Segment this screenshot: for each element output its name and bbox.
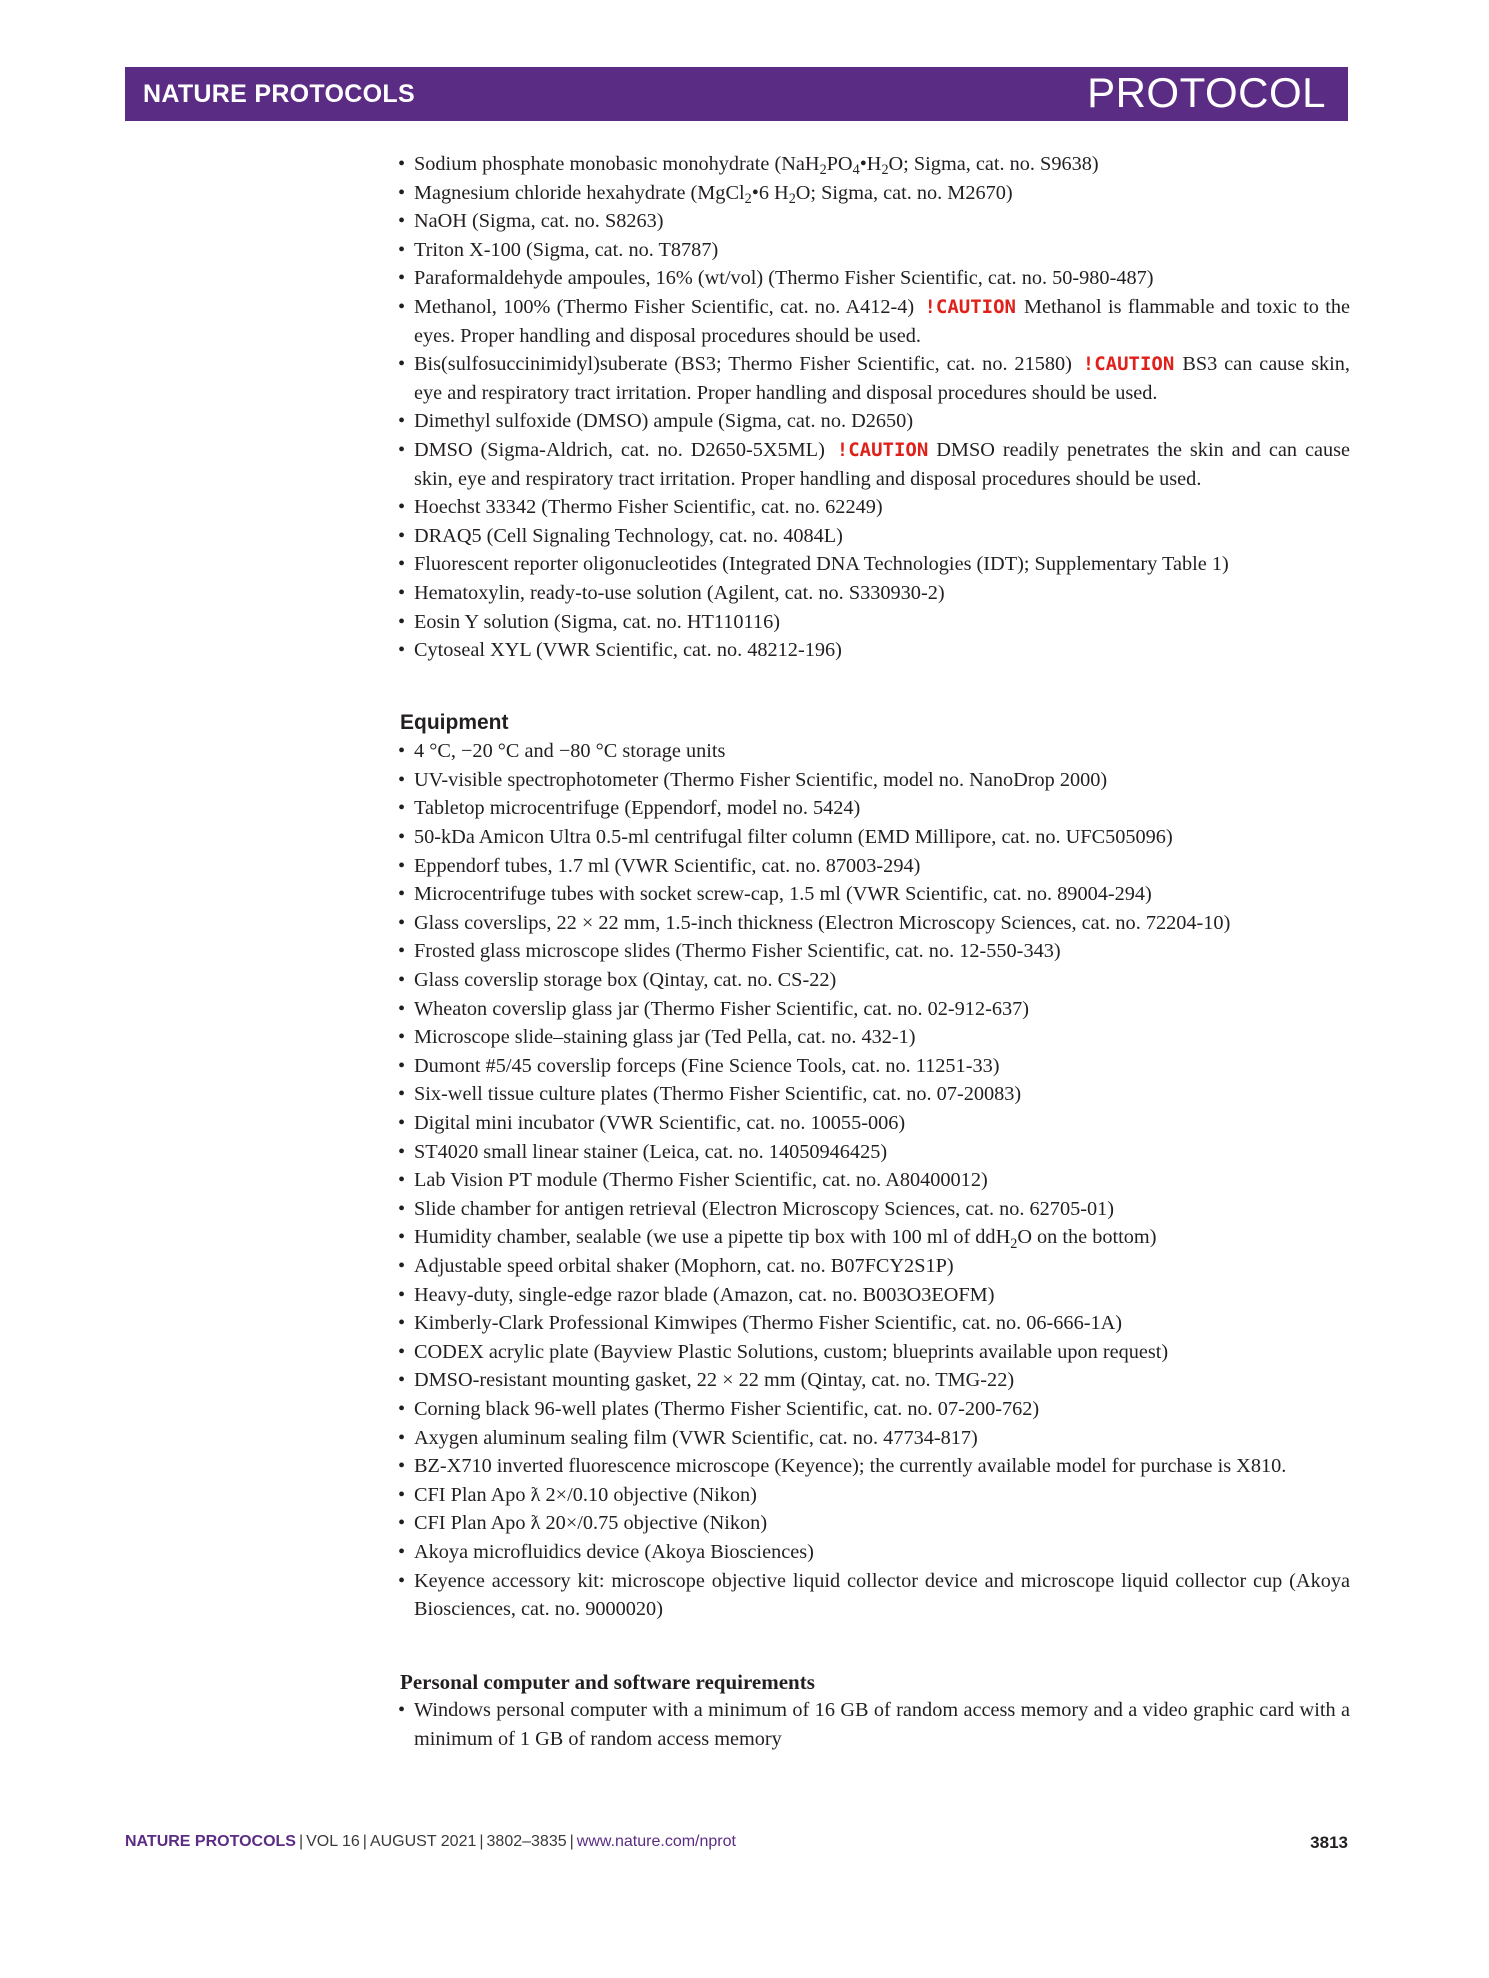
list-item: • 50-kDa Amicon Ultra 0.5-ml centrifugal filter column (EMD Millipore, cat. no. UFC505096) <box>398 823 1350 852</box>
list-item: • Hematoxylin, ready-to-use solution (Agilent, cat. no. S330930-2) <box>398 579 1350 608</box>
page-footer: NATURE PROTOCOLS | VOL 16 | AUGUST 2021 | 3802–3835 | www.nature.com/nprot 3813 <box>125 1833 1348 1852</box>
page-content <box>398 150 1350 1753</box>
list-item: • Glass coverslips, 22 × 22 mm, 1.5-inch thickness (Electron Microscopy Sciences, cat. no. 72204-10) <box>398 909 1350 938</box>
equipment-heading: Equipment <box>400 710 509 734</box>
page-number: 3813 <box>1310 1833 1348 1852</box>
list-item: • Sodium phosphate monobasic monohydrate ($NaH_2PO_4•H_2O$; Sigma, cat. no. S9638) <box>398 150 1350 179</box>
list-item: • Magnesium chloride hexahydrate (MgCl$_2$•6 $H_2O$; Sigma, cat. no. M2670) <box>398 179 1350 208</box>
list-item: • Frosted glass microscope slides (Thermo Fisher Scientific, cat. no. 12-550-343) <box>398 937 1350 966</box>
list-item: • Heavy-duty, single-edge razor blade (Amazon, cat. no. B003O3EOFM) <box>398 1281 1350 1310</box>
list-item: • Keyence accessory kit: microscope objective liquid collector device and microscope liquid collector cup (Akoya Biosciences, cat. no. 9000020) <box>398 1567 1350 1624</box>
list-item: • NaOH (Sigma, cat. no. S8263) <box>398 207 1350 236</box>
pc-requirements-heading: Personal computer and software requirements <box>400 1669 815 1694</box>
list-item: • Slide chamber for antigen retrieval (Electron Microscopy Sciences, cat. no. 62705-01) <box>398 1195 1350 1224</box>
header-bar <box>125 67 1348 121</box>
list-item: • DRAQ5 (Cell Signaling Technology, cat. no. 4084L) <box>398 522 1350 551</box>
footer-pages: 3802–3835 <box>486 1833 567 1850</box>
list-item: • Six-well tissue culture plates (Thermo Fisher Scientific, cat. no. 07-20083) <box>398 1080 1350 1109</box>
list-item: • Methanol, 100% (Thermo Fisher Scientific, cat. no. A412-4) !CAUTION Methanol is flammable and toxic to the eyes. Proper handling and disposal procedures should be used. <box>398 293 1350 350</box>
list-item: • Eosin Y solution (Sigma, cat. no. HT110116) <box>398 608 1350 637</box>
list-item: • CODEX acrylic plate (Bayview Plastic Solutions, custom; blueprints available upon request) <box>398 1338 1350 1367</box>
list-item: • Paraformaldehyde ampoules, 16% (wt/vol) (Thermo Fisher Scientific, cat. no. 50-980-487) <box>398 264 1350 293</box>
list-item: • ST4020 small linear stainer (Leica, cat. no. 14050946425) <box>398 1138 1350 1167</box>
list-item: • Axygen aluminum sealing film (VWR Scientific, cat. no. 47734-817) <box>398 1424 1350 1453</box>
list-item: • Fluorescent reporter oligonucleotides (Integrated DNA Technologies (IDT); Supplementary Table 1) <box>398 550 1350 579</box>
list-item: • Kimberly-Clark Professional Kimwipes (Thermo Fisher Scientific, cat. no. 06-666-1A) <box>398 1309 1350 1338</box>
list-item: • Glass coverslip storage box (Qintay, cat. no. CS-22) <box>398 966 1350 995</box>
caution-label: !CAUTION <box>836 438 929 461</box>
journal-name: NATURE PROTOCOLS <box>143 80 415 108</box>
list-item: • Tabletop microcentrifuge (Eppendorf, model no. 5424) <box>398 794 1350 823</box>
list-item: • Dimethyl sulfoxide (DMSO) ampule (Sigma, cat. no. D2650) <box>398 407 1350 436</box>
pc-requirements-list <box>398 1696 1350 1753</box>
article-type: PROTOCOL <box>1087 69 1326 116</box>
list-item: • UV-visible spectrophotometer (Thermo Fisher Scientific, model no. NanoDrop 2000) <box>398 766 1350 795</box>
list-item: • CFI Plan Apo ƛ 2×/0.10 objective (Nikon) <box>398 1481 1350 1510</box>
footer-url-link[interactable]: www.nature.com/nprot <box>576 1833 736 1850</box>
list-item: • DMSO (Sigma-Aldrich, cat. no. D2650-5X5ML) !CAUTION DMSO readily penetrates the skin and can cause skin, eye and respiratory tract irritation. Proper handling and disposal procedures should be used. <box>398 436 1350 493</box>
list-item: • Microcentrifuge tubes with socket screw-cap, 1.5 ml (VWR Scientific, cat. no. 89004-294) <box>398 880 1350 909</box>
list-item: • Cytoseal XYL (VWR Scientific, cat. no. 48212-196) <box>398 636 1350 665</box>
list-item: • Windows personal computer with a minimum of 16 GB of random access memory and a video graphic card with a minimum of 1 GB of random access memory <box>398 1696 1350 1753</box>
list-item: • DMSO-resistant mounting gasket, 22 × 22 mm (Qintay, cat. no. TMG-22) <box>398 1366 1350 1395</box>
caution-label: !CAUTION <box>924 295 1016 318</box>
list-item: • Adjustable speed orbital shaker (Mophorn, cat. no. B07FCY2S1P) <box>398 1252 1350 1281</box>
list-item: • Akoya microfluidics device (Akoya Biosciences) <box>398 1538 1350 1567</box>
list-item: • Bis(sulfosuccinimidyl)suberate (BS3; Thermo Fisher Scientific, cat. no. 21580) !CAUTION BS3 can cause skin, eye and respiratory tract irritation. Proper handling and disposal procedures should be used. <box>398 350 1350 407</box>
list-item: • Microscope slide–staining glass jar (Ted Pella, cat. no. 432-1) <box>398 1023 1350 1052</box>
caution-label: !CAUTION <box>1082 353 1175 376</box>
list-item: • CFI Plan Apo ƛ 20×/0.75 objective (Nikon) <box>398 1509 1350 1538</box>
list-item: • Lab Vision PT module (Thermo Fisher Scientific, cat. no. A80400012) <box>398 1166 1350 1195</box>
list-item: • Digital mini incubator (VWR Scientific, cat. no. 10055-006) <box>398 1109 1350 1138</box>
list-item: • Triton X-100 (Sigma, cat. no. T8787) <box>398 236 1350 265</box>
footer-date: AUGUST 2021 <box>369 1833 477 1850</box>
list-item: • Dumont #5/45 coverslip forceps (Fine Science Tools, cat. no. 11251-33) <box>398 1052 1350 1081</box>
equipment-list <box>398 737 1350 1623</box>
list-item: • Wheaton coverslip glass jar (Thermo Fisher Scientific, cat. no. 02-912-637) <box>398 995 1350 1024</box>
list-item: • 4 °C, −20 °C and −80 °C storage units <box>398 737 1350 766</box>
list-item: • BZ-X710 inverted fluorescence microscope (Keyence); the currently available model for purchase is X810. <box>398 1452 1350 1481</box>
list-item: • Eppendorf tubes, 1.7 ml (VWR Scientific, cat. no. 87003-294) <box>398 852 1350 881</box>
footer-volume: VOL 16 <box>306 1833 360 1850</box>
list-item: • Hoechst 33342 (Thermo Fisher Scientific, cat. no. 62249) <box>398 493 1350 522</box>
reagents-list <box>398 150 1350 665</box>
footer-journal: NATURE PROTOCOLS <box>125 1833 296 1850</box>
list-item: • Corning black 96-well plates (Thermo Fisher Scientific, cat. no. 07-200-762) <box>398 1395 1350 1424</box>
list-item: • Humidity chamber, sealable (we use a pipette tip box with 100 ml of ddH$_2$O on the bottom) <box>398 1223 1350 1252</box>
